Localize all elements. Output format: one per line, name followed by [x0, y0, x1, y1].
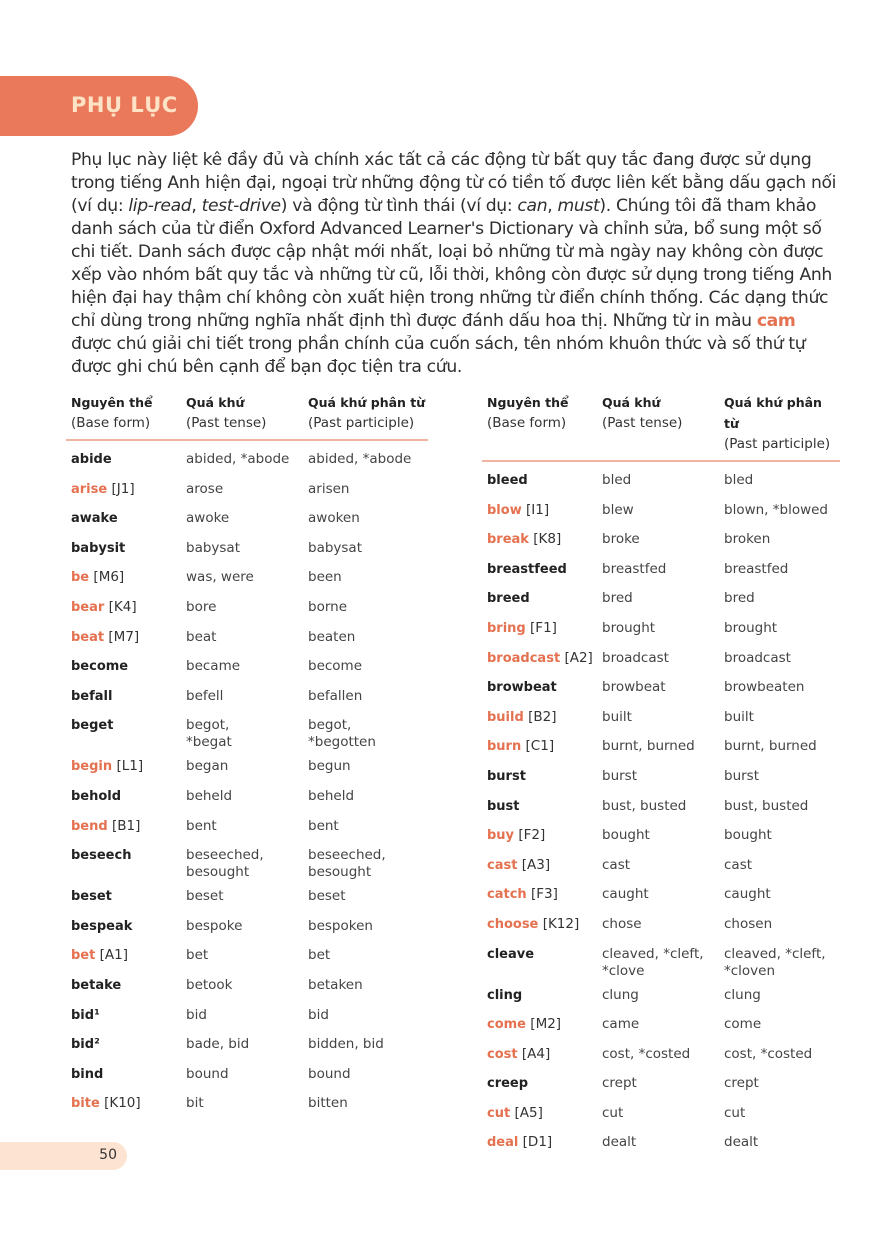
pattern-ref: [K12] [542, 915, 580, 932]
past-tense: browbeat [602, 679, 666, 696]
table-row [482, 620, 840, 650]
past-tense: bid [186, 1006, 207, 1023]
past-tense: betook [186, 976, 233, 993]
past-participle: bitten [308, 1095, 348, 1112]
table-row [66, 688, 428, 718]
past-participle: begot, *begotten [308, 717, 376, 751]
intro-text: ). Chúng tôi đã tham khảo danh sách của từ điển Oxford Advanced Learner's Dictionary và chỉnh sửa, bổ sung một số chi tiết. Danh sách được cập nhật mới nhất, loại bỏ những từ mà ngày nay không còn được xếp vào nhóm bất quy tắc và những từ cũ, lỗi thời, không còn được sử dụng trong tiếng Anh hiện đại hay thậm chí không còn xuất hiện trong những từ điển chính thống. Các dạng thức chỉ dùng trong những nghĩa nhất định thì được đánh dấu hoa thị. Những từ in màu [71, 196, 832, 331]
past-participle: bidden, bid [308, 1036, 384, 1053]
header-past-en: (Past tense) [186, 415, 267, 431]
base-form: deal [487, 1135, 519, 1151]
table-header [482, 392, 840, 462]
past-tense: burst [602, 767, 638, 784]
base-form: come [487, 1017, 526, 1033]
pattern-ref: [A5] [514, 1104, 543, 1121]
table-row [66, 1036, 428, 1066]
pattern-ref: [A4] [521, 1045, 551, 1062]
base-form: be [71, 570, 90, 586]
base-form: beat [71, 629, 105, 645]
base-form: bespeak [71, 918, 133, 934]
base-form: choose [487, 916, 539, 932]
past-tense: befell [186, 687, 224, 704]
header-past-en: (Past tense) [602, 415, 683, 431]
base-form: arise [71, 481, 108, 497]
past-tense: built [602, 708, 632, 725]
past-participle: burnt, burned [724, 738, 817, 755]
verb-table-left [66, 392, 428, 1125]
intro-paragraph [71, 149, 839, 379]
header-pp-en: (Past participle) [308, 415, 415, 431]
past-tense: breastfed [602, 560, 667, 577]
table-row [482, 1105, 840, 1135]
base-form: babysit [71, 540, 126, 556]
base-form: beget [71, 718, 114, 734]
past-tense: brought [602, 619, 656, 636]
header-base: Nguyên thể [71, 395, 153, 410]
pattern-ref: [I1] [526, 501, 550, 518]
table-row [482, 916, 840, 946]
example-lip-read: lip-read [128, 196, 192, 216]
pattern-ref: [D1] [522, 1134, 553, 1151]
past-tense: blew [602, 501, 634, 518]
base-form: creep [487, 1076, 529, 1092]
table-body [482, 462, 840, 1164]
table-header [66, 392, 428, 441]
table-row [482, 1046, 840, 1076]
table-row [66, 918, 428, 948]
pattern-ref: [L1] [116, 758, 144, 775]
past-tense: cast [602, 856, 631, 873]
past-tense: bred [602, 590, 633, 607]
base-form: catch [487, 887, 527, 903]
past-tense: dealt [602, 1134, 637, 1151]
table-row [482, 502, 840, 532]
table-row [66, 481, 428, 511]
pattern-ref: [A1] [99, 947, 128, 964]
table-row [66, 599, 428, 629]
pattern-ref: [A2] [564, 649, 593, 666]
table-row [66, 658, 428, 688]
past-tense: beat [186, 628, 217, 645]
example-can: can [517, 196, 548, 216]
example-must: must [557, 196, 600, 216]
header-past: Quá khứ [186, 395, 245, 410]
past-participle: beheld [308, 787, 355, 804]
base-form: bust [487, 798, 520, 814]
past-tense: crept [602, 1075, 637, 1092]
pattern-ref: [K4] [108, 598, 137, 615]
base-form: burn [487, 739, 522, 755]
header-base-en: (Base form) [487, 415, 567, 431]
past-participle: become [308, 658, 363, 675]
separator: , [191, 196, 202, 216]
pattern-ref: [B2] [528, 708, 557, 725]
intro-text: Phụ lục này liệt kê đầy đủ và chính xác tất cả các động từ bất quy tắc đang được sử dụng trong tiếng Anh hiện đại, ngoại trừ những động từ có tiền tố được liên kết bằng dấu gạch nối (ví dụ: [71, 150, 837, 216]
past-participle: bespoken [308, 917, 373, 934]
past-tense: broadcast [602, 649, 669, 666]
table-row [482, 886, 840, 916]
header-pp: Quá khứ phân từ [308, 395, 426, 410]
base-form: bid¹ [71, 1007, 100, 1023]
table-row [66, 818, 428, 848]
pattern-ref: [B1] [111, 817, 141, 834]
past-participle: beset [308, 888, 346, 905]
past-tense: bust, busted [602, 797, 687, 814]
table-row [482, 590, 840, 620]
past-participle: cast [724, 856, 753, 873]
past-participle: been [308, 569, 342, 586]
table-row [482, 650, 840, 680]
table-row [66, 788, 428, 818]
past-tense: bet [186, 947, 209, 964]
table-row [66, 510, 428, 540]
base-form: abide [71, 452, 112, 467]
past-participle: blown, *blowed [724, 501, 829, 518]
past-tense: bound [186, 1065, 229, 1082]
past-tense: beheld [186, 787, 233, 804]
table-row [482, 709, 840, 739]
header-past: Quá khứ [602, 395, 661, 410]
past-tense: cleaved, *cleft, *clove [602, 945, 704, 979]
past-participle: bound [308, 1065, 351, 1082]
past-participle: caught [724, 886, 771, 903]
past-participle: cut [724, 1104, 746, 1121]
base-form: break [487, 532, 529, 548]
past-tense: became [186, 658, 241, 675]
table-row [482, 738, 840, 768]
table-row [66, 451, 428, 481]
pattern-ref: [C1] [525, 738, 555, 755]
past-participle: betaken [308, 976, 363, 993]
past-participle: arisen [308, 480, 350, 497]
past-tense: chose [602, 915, 642, 932]
past-tense: beseeched, besought [186, 847, 264, 881]
base-form: broadcast [487, 650, 561, 666]
base-form: bind [71, 1066, 104, 1082]
base-form: burst [487, 768, 526, 784]
pattern-ref: [M6] [93, 569, 125, 586]
table-row [482, 768, 840, 798]
past-tense: babysat [186, 539, 240, 556]
base-form: cleave [487, 946, 535, 962]
past-participle: bought [724, 827, 772, 844]
past-tense: awoke [186, 510, 230, 527]
section-title: PHỤ LỤC [71, 93, 178, 117]
header-pp: Quá khứ phân từ [724, 395, 822, 431]
table-row [482, 1016, 840, 1046]
highlight-word: cam [756, 311, 796, 331]
table-row [66, 629, 428, 659]
past-participle: dealt [724, 1134, 759, 1151]
table-row [482, 946, 840, 987]
base-form: bid² [71, 1037, 100, 1053]
table-row [66, 569, 428, 599]
base-form: behold [71, 788, 122, 804]
table-row [66, 977, 428, 1007]
base-form: browbeat [487, 680, 557, 696]
base-form: blow [487, 502, 522, 518]
past-participle: clung [724, 986, 761, 1003]
base-form: cut [487, 1105, 511, 1121]
base-form: betake [71, 977, 122, 993]
header-base: Nguyên thể [487, 395, 569, 410]
pattern-ref: [F3] [530, 886, 558, 903]
base-form: cost [487, 1046, 518, 1062]
past-participle: babysat [308, 539, 362, 556]
table-body [66, 441, 428, 1125]
pattern-ref: [K10] [104, 1095, 141, 1112]
table-row [66, 888, 428, 918]
past-participle: borne [308, 598, 348, 615]
table-row [482, 1134, 840, 1164]
table-row [482, 1075, 840, 1105]
past-tense: arose [186, 480, 224, 497]
table-row [482, 561, 840, 591]
header-base-en: (Base form) [71, 415, 151, 431]
past-tense: caught [602, 886, 649, 903]
past-participle: broadcast [724, 649, 791, 666]
table-row [66, 1007, 428, 1037]
past-tense: bled [602, 472, 632, 488]
section-header-tab [0, 76, 198, 136]
table-row [482, 987, 840, 1017]
past-tense: beset [186, 888, 224, 905]
past-tense: bit [186, 1095, 204, 1112]
past-tense: begot, *begat [186, 717, 232, 751]
base-form: bet [71, 948, 96, 964]
past-tense: was, were [186, 569, 254, 586]
past-participle: bent [308, 817, 339, 834]
base-form: breastfeed [487, 561, 567, 577]
past-tense: cut [602, 1104, 624, 1121]
past-participle: browbeaten [724, 679, 805, 696]
pattern-ref: [A3] [521, 856, 551, 873]
header-pp-en: (Past participle) [724, 436, 831, 452]
pattern-ref: [F2] [518, 827, 546, 844]
past-participle: built [724, 708, 754, 725]
base-form: buy [487, 828, 515, 844]
base-form: bring [487, 620, 526, 636]
intro-text: được chú giải chi tiết trong phần chính của cuốn sách, tên nhóm khuôn thức và số thứ tự được ghi chú bên cạnh để bạn đọc tiện tra cứu. [71, 334, 806, 377]
past-tense: burnt, burned [602, 738, 695, 755]
past-tense: cost, *costed [602, 1045, 691, 1062]
table-row [66, 1095, 428, 1125]
base-form: befall [71, 688, 113, 704]
table-row [482, 679, 840, 709]
table-row [66, 540, 428, 570]
base-form: beset [71, 889, 112, 905]
pattern-ref: [M7] [108, 628, 140, 645]
base-form: build [487, 709, 524, 725]
past-participle: befallen [308, 687, 363, 704]
separator: , [547, 196, 558, 216]
past-participle: begun [308, 758, 351, 775]
past-participle: beseeched, besought [308, 847, 386, 881]
pattern-ref: [F1] [530, 619, 557, 636]
past-participle: broken [724, 531, 771, 548]
past-tense: bore [186, 598, 217, 615]
base-form: bite [71, 1096, 100, 1112]
base-form: breed [487, 591, 530, 607]
past-participle: beaten [308, 628, 356, 645]
past-participle: abided, *abode [308, 451, 412, 467]
base-form: bear [71, 599, 105, 615]
table-row [482, 827, 840, 857]
base-form: bend [71, 818, 108, 834]
page-number-tab [0, 1142, 127, 1170]
base-form: cling [487, 987, 523, 1003]
past-participle: come [724, 1016, 762, 1033]
pattern-ref: [M2] [530, 1016, 562, 1033]
table-row [482, 857, 840, 887]
past-tense: clung [602, 986, 639, 1003]
base-form: awake [71, 511, 118, 527]
past-tense: began [186, 758, 229, 775]
table-row [66, 947, 428, 977]
past-tense: bespoke [186, 917, 243, 934]
base-form: cast [487, 857, 518, 873]
past-participle: bid [308, 1006, 329, 1023]
past-participle: chosen [724, 915, 773, 932]
past-participle: cleaved, *cleft, *cloven [724, 945, 826, 979]
past-tense: bent [186, 817, 217, 834]
past-participle: crept [724, 1075, 759, 1092]
past-participle: bet [308, 947, 331, 964]
table-row [482, 798, 840, 828]
example-test-drive: test-drive [201, 196, 281, 216]
past-participle: awoken [308, 510, 360, 527]
past-participle: brought [724, 619, 778, 636]
past-participle: burst [724, 767, 760, 784]
past-participle: cost, *costed [724, 1045, 813, 1062]
table-row [66, 1066, 428, 1096]
past-tense: abided, *abode [186, 451, 290, 467]
table-row [482, 531, 840, 561]
past-participle: breastfed [724, 560, 789, 577]
table-row [66, 847, 428, 888]
base-form: beseech [71, 848, 132, 864]
past-tense: bade, bid [186, 1036, 250, 1053]
table-row [66, 758, 428, 788]
base-form: become [71, 659, 129, 675]
page-number: 50 [99, 1147, 117, 1163]
past-tense: bought [602, 827, 650, 844]
past-tense: broke [602, 531, 640, 548]
intro-text: ) và động từ tình thái (ví dụ: [280, 196, 518, 216]
table-row [66, 717, 428, 758]
past-participle: bled [724, 472, 754, 488]
pattern-ref: [K8] [533, 531, 562, 548]
past-tense: came [602, 1016, 640, 1033]
pattern-ref: [J1] [111, 480, 135, 497]
past-participle: bust, busted [724, 797, 809, 814]
verb-table-right [482, 392, 840, 1164]
base-form: begin [71, 759, 113, 775]
base-form: bleed [487, 473, 528, 488]
past-participle: bred [724, 590, 755, 607]
table-row [482, 472, 840, 502]
